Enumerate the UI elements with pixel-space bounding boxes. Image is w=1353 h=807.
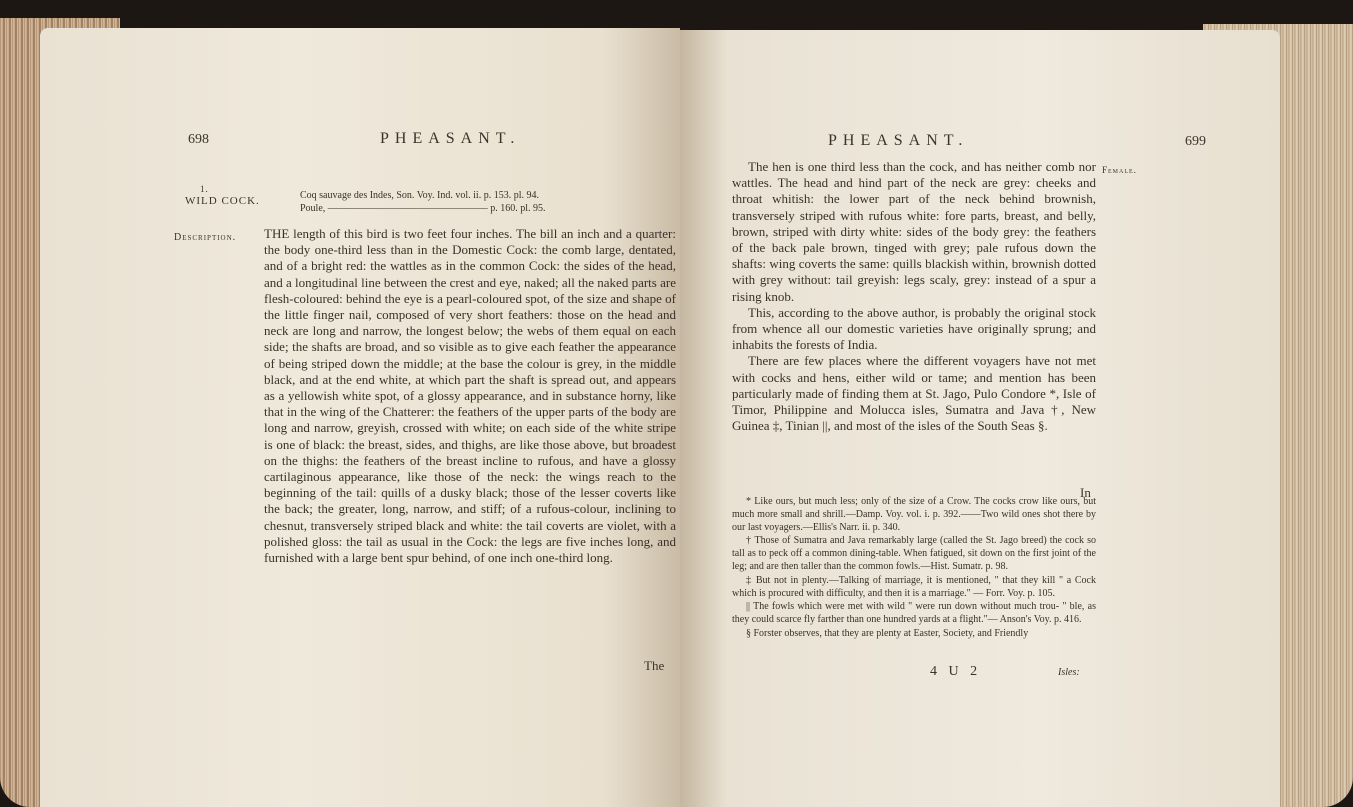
footnote-2: † Those of Sumatra and Java remarkably large (called the St. Jago breed) the cock so tall as to peck off a common dining-table. When fatigued, sit down on the first joint of the leg; and are then taller than the common fowls.—Hist. Sumatr. p. 98. xyxy=(732,535,1096,572)
paragraph-hen: The hen is one third less than the cock, and has neither comb nor wattles. The head and hind part of the neck are grey: cheeks and throat whitish: the lower part of the neck behind brownish, transversely striped with rufous white: fore parts, breast, and belly, brown, striped with dirty white: sides of the body grey: the feathers of the back pale brown, tinged with grey; pale rufous down the shafts: wing coverts the same: quills blackish within, brownish dotted with grey without: tail greyish: legs scaly, grey: instead of a spur a rising knob. xyxy=(732,159,1096,304)
paragraph-origin: This, according to the above author, is probably the original stock from whence all our domestic varieties have originally sprung; and inhabits the forests of India. xyxy=(732,304,1096,353)
female-side-label: Female. xyxy=(1102,165,1137,175)
reference-line-1: Coq sauvage des Indes, Son. Voy. Ind. vol. ii. p. 153. pl. 94. xyxy=(300,190,539,201)
footnotes xyxy=(732,496,1096,642)
right-running-header: PHEASANT. xyxy=(828,132,969,149)
footnote-5: § Forster observes, that they are plenty at Easter, Society, and Friendly xyxy=(746,627,1029,639)
footnote-3: ‡ But not in plenty.—Talking of marriage, it is mentioned, " that they kill " a Cock which is procured with difficulty, and then it is a marriage." — Forr. Voy. p. 105. xyxy=(732,574,1096,599)
footnote-1: * Like ours, but much less; only of the size of a Crow. The cocks crow like ours, but much more small and shrill.—Damp. Voy. vol. i. p. 392.——Two wild ones shot there by our last voyagers.—Ellis's Narr. ii. p. 340. xyxy=(732,496,1096,533)
paragraph-voyagers: There are few places where the different voyagers have not met with cocks and hens, either wild or tame; and mention has been particularly made of finding them at St. Jago, Pulo Condore *, Isle of Timor, Philippine and Molucca isles, Sumatra and Java †, New Guinea ‡, Tinian ||, and most of the isles of the South Seas §. xyxy=(732,353,1096,434)
left-catchword: The xyxy=(644,658,665,673)
left-page xyxy=(40,28,680,807)
species-number: 1. xyxy=(200,184,209,194)
right-catchword: In xyxy=(1080,485,1091,500)
description-label: Description. xyxy=(174,232,237,243)
description-text: THE length of this bird is two feet four inches. The bill an inch and a quarter: the body one-third less than in the Domestic Cock: the comb large, dentated, and of a bright red: the wattles as in the common Cock: the sides of the head, and a longitudinal line between the crest and eye, naked; all the naked parts are flesh-coloured: behind the eye is a pearl-coloured spot, of the size and shape of the little finger nail, composed of very short feathers: those on the head and neck are long and narrow, the longest below; the webs of them equal on each side; the shafts are broad, and so visible as to give each feather the appearance of being striped down the middle; at the base the colour is grey, in the middle black, and at the end white, at which part the shaft is spread out, and appears as a yellowish white spot, of a glossy appearance, and in substance horny, like that in the wing of the Chatterer: the feathers of the upper parts of the body are long and narrow, greyish, crossed with white; on each side of the white stripe is one of black: the breast, sides, and thighs, are like those above, but broadest on the thighs: the feathers of the breast incline to rufous, and have a glossy cartilaginous appearance, like those of the neck: the wings reach to the beginning of the tail: quills of a dusky black; those of the lesser coverts like the back; the greater, long, narrow, and stiff; of a rufous-colour, inclining to chesnut, transversely striped black and white: the tail coverts are violet, with a polished gloss: the tail as usual in the Cock: the legs are five inches long, and furnished with a large bent spur behind, of one inch one-third long. xyxy=(264,226,676,566)
reference-line-2: Poule, ———————————————— p. 160. pl. 95. xyxy=(300,203,546,214)
footnote-catchword: Isles: xyxy=(1058,667,1080,678)
left-running-header: PHEASANT. xyxy=(380,130,521,147)
signature-mark: 4 U 2 xyxy=(930,664,982,679)
species-title: WILD COCK. xyxy=(185,195,260,207)
right-page-number: 699 xyxy=(1185,134,1206,149)
right-page xyxy=(680,30,1280,807)
footnote-4: || The fowls which were met with wild " were run down without much trou- " ble, as they could scarce fly farther than one hundred yards at a flight."— Anson's Voy. p. 416. xyxy=(732,601,1096,626)
right-body xyxy=(732,159,1096,434)
left-page-number: 698 xyxy=(188,132,209,147)
